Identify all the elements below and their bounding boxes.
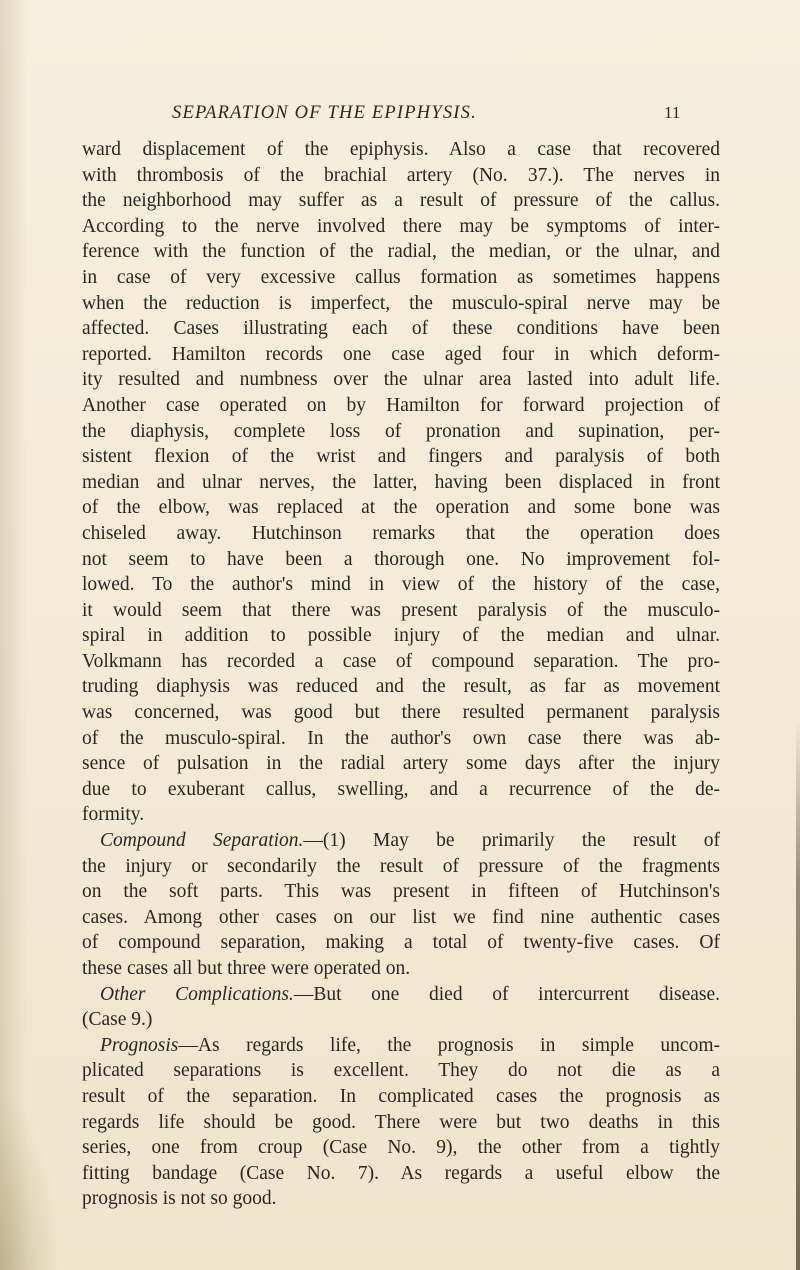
line-text: the neighborhood may suffer as a result of pressure of the callus.	[82, 190, 720, 212]
text-line	[82, 930, 720, 956]
text-line	[82, 1058, 720, 1084]
line-text: these cases all but three were operated on.	[82, 958, 411, 979]
line-text: prognosis is not so good.	[82, 1188, 277, 1210]
text-line	[82, 854, 720, 880]
line-text: —As regards life, the prognosis in simple uncom-	[178, 1034, 720, 1056]
line-text: of the musculo-spiral. In the author's own case there was ab-	[82, 727, 720, 749]
line-text: truding diaphysis was reduced and the result, as far as movement	[82, 676, 720, 698]
text-line	[82, 495, 720, 521]
line-text: sistent flexion of the wrist and fingers and paralysis of both	[82, 446, 720, 468]
text-line	[82, 1186, 720, 1212]
line-text: (Case 9.)	[82, 1009, 153, 1031]
line-text: of compound separation, making a total of twenty-five cases. Of	[82, 932, 720, 954]
text-line	[82, 444, 720, 470]
text-line	[82, 1135, 720, 1161]
text-line	[82, 777, 720, 803]
line-text: was concerned, was good but there resulted permanent paralysis	[82, 702, 720, 724]
text-line	[82, 1084, 720, 1110]
text-line	[82, 598, 720, 624]
text-line	[82, 751, 720, 777]
line-text: when the reduction is imperfect, the musculo-spiral nerve may be	[82, 292, 720, 314]
text-line	[82, 674, 720, 700]
line-text: in case of very excessive callus formation as sometimes happens	[82, 266, 720, 288]
text-line	[82, 649, 720, 675]
text-line	[82, 1110, 720, 1136]
line-text: lowed. To the author's mind in view of the history of the case,	[82, 574, 720, 596]
line-text: it would seem that there was present paralysis of the musculo-	[82, 599, 720, 621]
text-line	[82, 214, 720, 240]
line-text: ward displacement of the epiphysis. Also a case that recovered	[82, 139, 720, 160]
line-text: fitting bandage (Case No. 7). As regards a useful elbow the	[82, 1162, 720, 1184]
line-text: median and ulnar nerves, the latter, having been displaced in front	[82, 471, 720, 493]
line-text: plicated separations is excellent. They do not die as a	[82, 1060, 720, 1082]
text-line	[82, 342, 720, 368]
text-line	[82, 419, 720, 445]
text-line	[82, 700, 720, 726]
text-line	[82, 265, 720, 291]
line-text: due to exuberant callus, swelling, and a recurrence of the de-	[82, 778, 720, 800]
text-line	[82, 828, 720, 854]
text-line	[82, 291, 720, 317]
text-line	[82, 905, 720, 931]
text-line	[82, 547, 720, 573]
text-line	[82, 623, 720, 649]
text-line	[82, 163, 720, 189]
page-number: 11	[664, 103, 681, 122]
running-header	[0, 103, 800, 127]
line-text: the diaphysis, complete loss of pronation and supination, per-	[82, 420, 720, 442]
page-corner-stain	[0, 1090, 60, 1270]
text-line	[82, 393, 720, 419]
text-line	[82, 726, 720, 752]
line-text: chiseled away. Hutchinson remarks that the operation does	[82, 522, 720, 544]
section-heading: Compound Separation.	[100, 830, 304, 852]
text-line	[82, 572, 720, 598]
line-text: of the elbow, was replaced at the operation and some bone was	[82, 497, 720, 519]
page-edge	[796, 720, 800, 1270]
line-text: formity.	[82, 804, 145, 826]
line-text: the injury or secondarily the result of pressure of the fragments	[82, 855, 720, 877]
text-line	[82, 521, 720, 547]
line-text: Volkmann has recorded a case of compound separation. The pro-	[82, 650, 720, 672]
line-text: not seem to have been a thorough one. No improvement fol-	[82, 548, 720, 570]
body-text	[82, 137, 720, 1212]
line-text: with thrombosis of the brachial artery (No. 37.). The nerves in	[82, 164, 720, 186]
text-line	[82, 802, 720, 828]
line-text: —(1) May be primarily the result of	[303, 830, 720, 852]
line-text: Another case operated on by Hamilton for forward projection of	[82, 394, 720, 416]
line-text: ference with the function of the radial, the median, or the ulnar, and	[82, 241, 720, 263]
text-line	[82, 239, 720, 265]
line-text: spiral in addition to possible injury of the median and ulnar.	[82, 625, 720, 647]
line-text: series, one from croup (Case No. 9), the other from a tightly	[82, 1137, 720, 1159]
section-heading: Prognosis	[100, 1034, 179, 1056]
line-text: result of the separation. In complicated cases the prognosis as	[82, 1085, 720, 1107]
text-line	[82, 956, 720, 982]
text-line	[82, 1007, 720, 1033]
text-line	[82, 367, 720, 393]
running-title: SEPARATION OF THE EPIPHYSIS.	[172, 103, 477, 123]
line-text: ity resulted and numbness over the ulnar area lasted into adult life.	[82, 369, 720, 391]
text-line	[82, 1161, 720, 1187]
line-text: sence of pulsation in the radial artery some days after the injury	[82, 753, 720, 775]
line-text: —But one died of intercurrent disease.	[293, 983, 721, 1005]
text-line	[82, 137, 720, 163]
line-text: According to the nerve involved there may be symptoms of inter-	[82, 215, 720, 237]
text-line	[82, 316, 720, 342]
text-line	[82, 982, 720, 1008]
line-text: affected. Cases illustrating each of these conditions have been	[82, 318, 720, 340]
section-heading: Other Complications.	[100, 983, 294, 1005]
text-line	[82, 1033, 720, 1059]
line-text: regards life should be good. There were but two deaths in this	[82, 1111, 720, 1133]
text-line	[82, 879, 720, 905]
page-gutter-shadow	[0, 0, 28, 1270]
line-text: cases. Among other cases on our list we find nine authentic cases	[82, 906, 720, 928]
line-text: on the soft parts. This was present in fifteen of Hutchinson's	[82, 881, 720, 903]
text-line	[82, 188, 720, 214]
line-text: reported. Hamilton records one case aged four in which deform-	[82, 343, 720, 365]
text-line	[82, 470, 720, 496]
